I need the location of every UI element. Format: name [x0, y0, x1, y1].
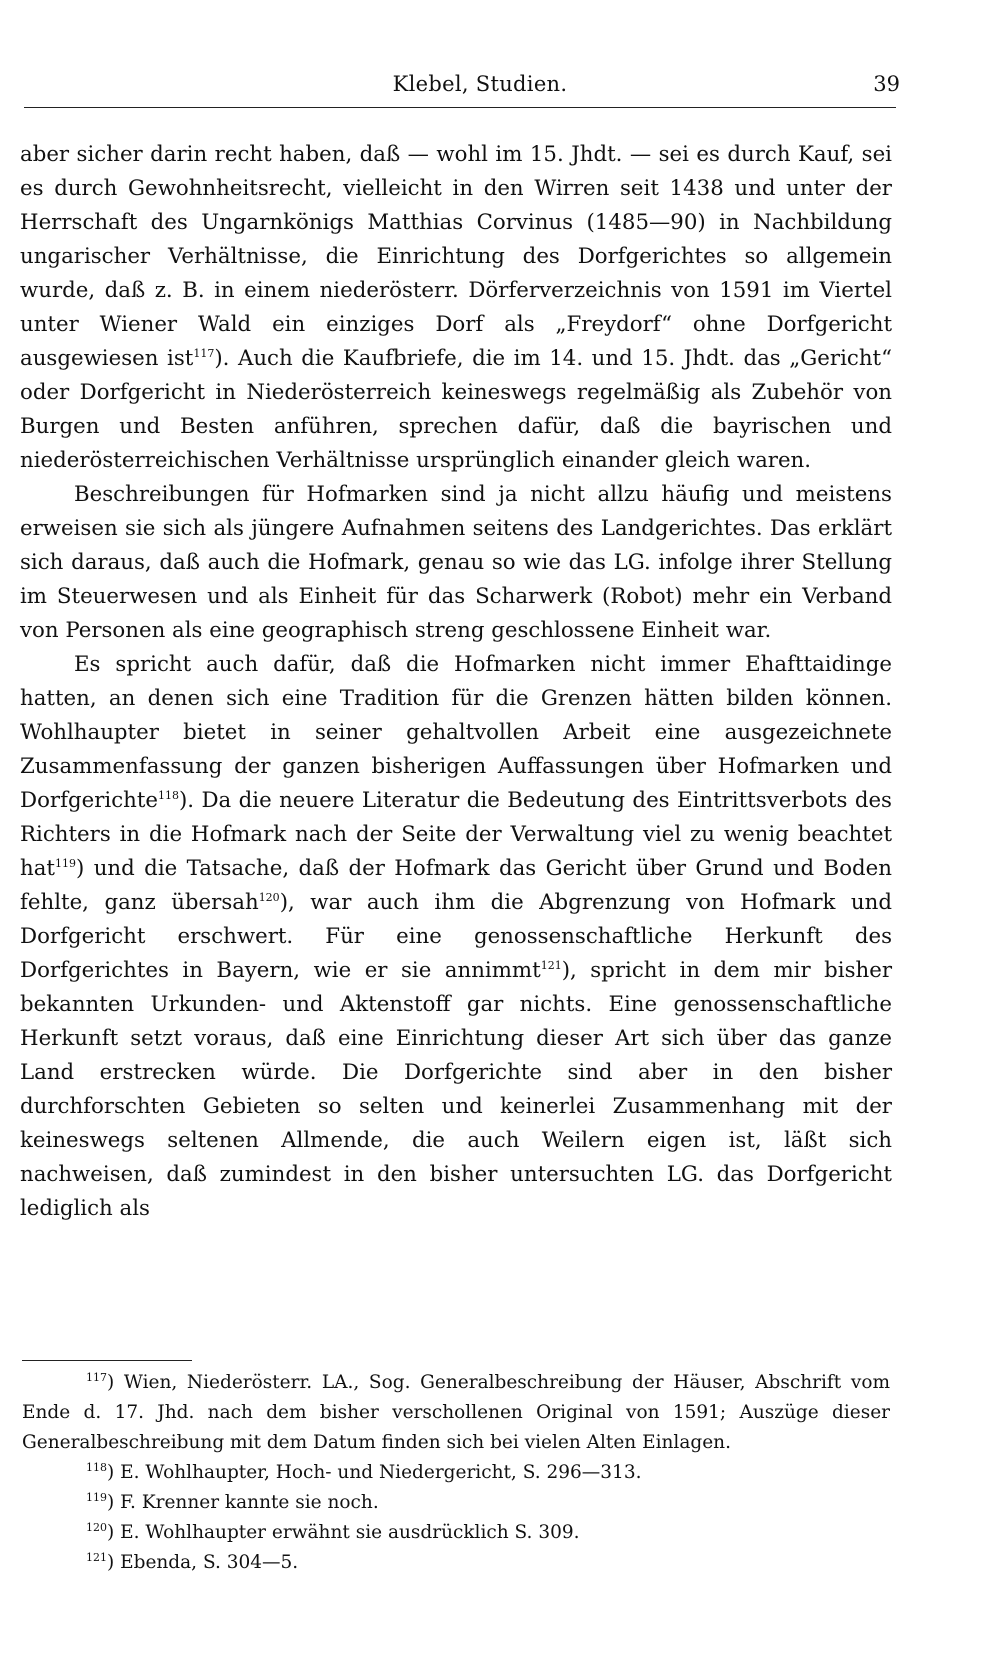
header-rule [24, 107, 896, 108]
paragraph-3-text-c: ) und die Tatsache, daß der Hofmark das Gericht über Grund und Boden fehlte, ganz übersah [20, 856, 892, 915]
paragraph-1-text-a: aber sicher darin recht haben, daß — wohl im 15. Jhdt. — sei es durch Kauf, sei es durch Gewohnheitsrecht, vielleicht in den Wirren seit 1438 und unter der Herrschaft des Ungarnkönigs Matthias Corvinus (1485—90) in Nachbildung ungarischer Verhältnisse, die Einrichtung des Dorfgerichtes so allgemein wurde, daß z. B. in einem niederösterr. Dörferverzeichnis von 1591 im Viertel unter Wiener Wald ein einziges Dorf als „Freydorf“ ohne Dorfgericht ausgewiesen ist [20, 142, 892, 371]
footnote-119 [22, 1488, 890, 1518]
footnote-number: 118 [86, 1460, 107, 1474]
footnote-120 [22, 1518, 890, 1548]
paragraph-3 [20, 648, 892, 1226]
page-number: 39 [873, 72, 900, 96]
paragraph-1-text-b: ). Auch die Kaufbriefe, die im 14. und 15. Jhdt. das „Gericht“ oder Dorfgericht in Niederösterreich keineswegs regelmäßig als Zubehör von Burgen und Besten anführen, sprechen dafür, daß die bayrischen und niederösterreichischen Verhältnisse ursprünglich einander gleich waren. [20, 346, 892, 473]
footnote-ref-118: 118 [158, 788, 179, 802]
footnote-118 [22, 1458, 890, 1488]
paragraph-3-text-e: ), spricht in dem mir bisher bekannten Urkunden- und Aktenstoff gar nichts. Eine genossenschaftliche Herkunft setzt voraus, daß eine Einrichtung dieser Art sich über das ganze Land erstrecken würde. Die Dorfgerichte sind aber in den bisher durchforschten Gebieten so selten und keinerlei Zusammenhang mit der keineswegs seltenen Allmende, die auch Weilern eigen ist, läßt sich nachweisen, daß zumindest in den bisher untersuchten LG. das Dorfgericht lediglich als [20, 958, 892, 1221]
footnote-rule [22, 1360, 192, 1361]
footnote-text: ) E. Wohlhaupter, Hoch- und Niedergericht, S. 296—313. [107, 1462, 642, 1483]
paragraph-3-text-b: ). Da die neuere Literatur die Bedeutung des Eintrittsverbots des Richters in die Hofmark nach der Seite der Verwaltung viel zu wenig beachtet hat [20, 788, 892, 881]
footnote-text: ) Wien, Niederösterr. LA., Sog. Generalbeschreibung der Häuser, Abschrift vom Ende d. 17. Jhd. nach dem bisher verschollenen Original von 1591; Auszüge dieser Generalbeschreibung mit dem Datum finden sich bei vielen Alten Einlagen. [22, 1372, 890, 1453]
page-header [60, 72, 900, 102]
footnote-117 [22, 1368, 890, 1458]
running-title: Klebel, Studien. [392, 72, 568, 96]
footnote-ref-121: 121 [540, 958, 562, 972]
footnote-text: ) F. Krenner kannte sie noch. [107, 1492, 379, 1513]
footnote-number: 117 [86, 1370, 107, 1384]
footnote-text: ) Ebenda, S. 304—5. [107, 1552, 299, 1573]
footnote-number: 121 [86, 1550, 107, 1564]
footnote-ref-117: 117 [193, 346, 215, 360]
footnote-121 [22, 1548, 890, 1578]
footnote-text: ) E. Wohlhaupter erwähnt sie ausdrücklich S. 309. [107, 1522, 580, 1543]
footnotes [22, 1368, 890, 1578]
footnote-ref-120: 120 [258, 890, 280, 904]
paragraph-1 [20, 138, 892, 478]
paragraph-3-text-d: ), war auch ihm die Abgrenzung von Hofmark und Dorfgericht erschwert. Für eine genossenschaftliche Herkunft des Dorfgerichtes in Bayern, wie er sie annimmt [20, 890, 892, 983]
paragraph-3-text-a: Es spricht auch dafür, daß die Hofmarken nicht immer Ehafttaidinge hatten, an denen sich eine Tradition für die Grenzen hätten bilden können. Wohlhaupter bietet in seiner gehaltvollen Arbeit eine ausgezeichnete Zusammenfassung der ganzen bisherigen Auffassungen über Hofmarken und Dorfgerichte [20, 652, 892, 813]
body-text [20, 138, 892, 1226]
footnote-number: 119 [86, 1490, 107, 1504]
footnote-ref-119: 119 [54, 856, 76, 870]
footnote-number: 120 [86, 1520, 107, 1534]
paragraph-2: Beschreibungen für Hofmarken sind ja nicht allzu häufig und meistens erweisen sie sich als jüngere Aufnahmen seitens des Landgerichtes. Das erklärt sich daraus, daß auch die Hofmark, genau so wie das LG. infolge ihrer Stellung im Steuerwesen und als Einheit für das Scharwerk (Robot) mehr ein Verband von Personen als eine geographisch streng geschlossene Einheit war. [20, 482, 892, 643]
